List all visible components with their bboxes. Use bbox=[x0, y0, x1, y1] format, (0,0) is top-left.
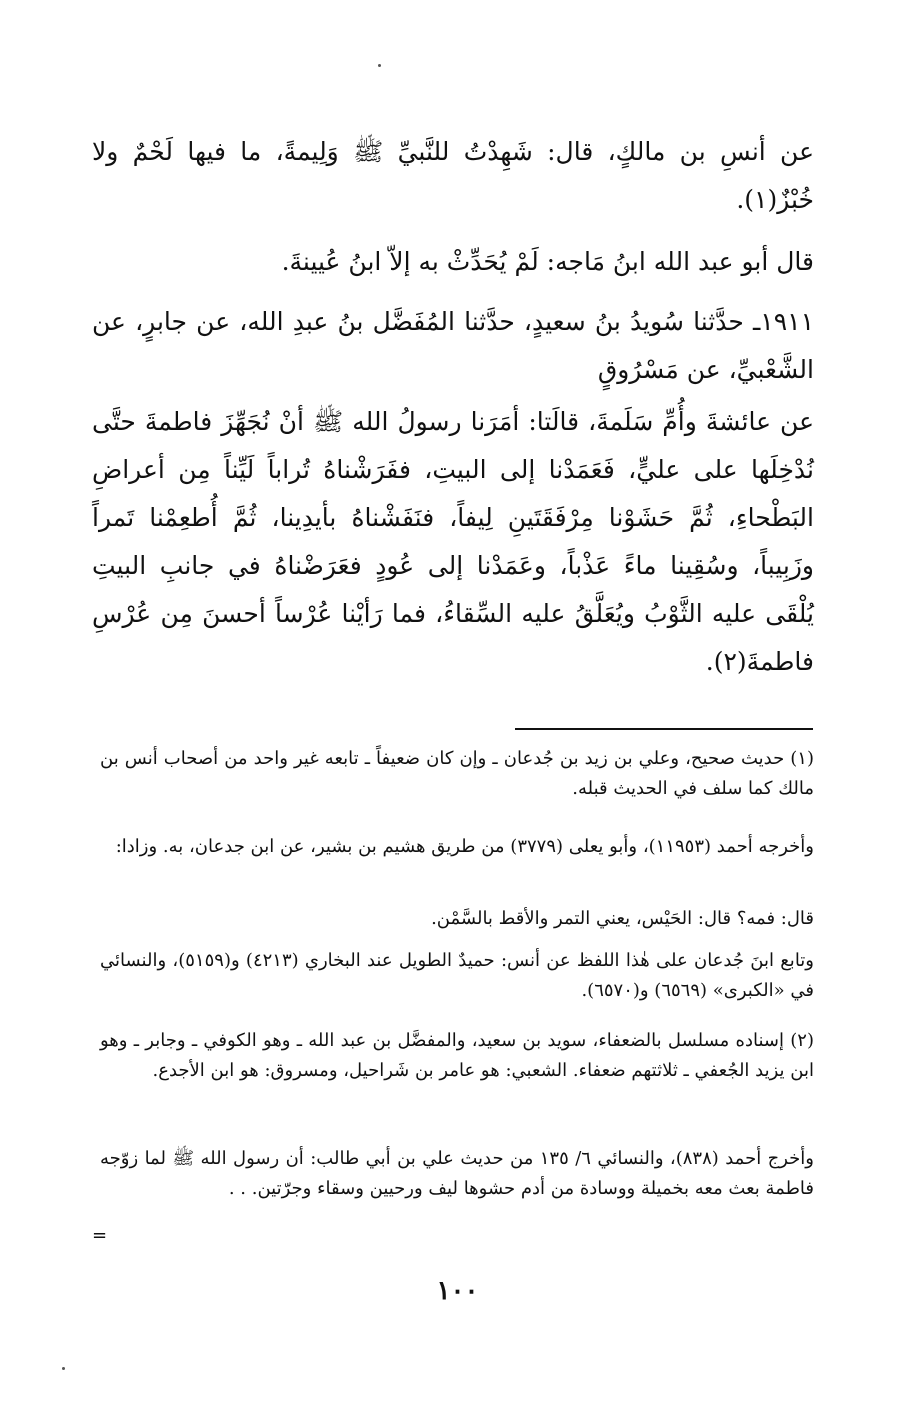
footnote-block-4 bbox=[100, 946, 814, 1006]
main-text-block-3 bbox=[92, 298, 814, 394]
footnote-block-2 bbox=[100, 832, 814, 862]
print-speck bbox=[62, 1367, 65, 1370]
main-text-block-1 bbox=[92, 128, 814, 224]
hadith-matn-1911: عن عائشةَ وأُمِّ سَلَمةَ، قالَتا: أمَرَنا رسولُ الله ﷺ أنْ نُجَهِّزَ فاطمةَ حتَّى نُدْخِلَها على عليٍّ، فَعَمَدْنا إلى البيتِ، ففَرَشْناهُ تُراباً لَيِّناً مِن أعراضِ البَطْحاءِ، ثُمَّ حَشَوْنا مِرْفَقَتَينِ لِيفاً، فنَفَشْناهُ بأيدِينا، ثُمَّ أُطعِمْنا تَمراً وزَبِيباً، وسُقِينا ماءً عَذْباً، وعَمَدْنا إلى عُودٍ فعَرَضْناهُ في جانبِ البيتِ يُلْقَى عليه الثَّوْبُ ويُعَلَّقُ عليه السِّقاءُ، فما رَأيْنا عُرْساً أحسنَ مِن عُرْسِ فاطمةَ(٢). bbox=[92, 407, 814, 676]
footnote-block-3 bbox=[100, 904, 814, 934]
footnote-1: (١) حديث صحيح، وعلي بن زيد بن جُدعان ـ وإن كان ضعيفاً ـ تابعه غير واحد من أصحاب أنس بن مالك كما سلف في الحديث قبله. bbox=[100, 748, 814, 799]
print-speck bbox=[378, 64, 381, 67]
footnote-2: (٢) إسناده مسلسل بالضعفاء، سويد بن سعيد، والمفضَّل بن عبد الله ـ وهو الكوفي ـ وجابر ـ وهو ابن يزيد الجُعفي ـ ثلاثتهم ضعفاء. الشعبي: هو عامر بن شَراحيل، ومسروق: هو ابن الأجدع. bbox=[100, 1030, 814, 1081]
footnote-block-5 bbox=[100, 1026, 814, 1086]
footnote-1-addition: قال: فمه؟ قال: الحَيْس، يعني التمر والأقط بالسَّمْن. bbox=[431, 908, 814, 929]
footnote-1-mutabaah: وتابع ابنَ جُدعان على هٰذا اللفظ عن أنس: حميدٌ الطويل عند البخاري (٤٢١٣) و(٥١٥٩)، والنسائي في «الكبرى» (٦٥٦٩) و(٦٥٧٠). bbox=[100, 950, 814, 1001]
main-text-block-2 bbox=[92, 238, 814, 286]
main-text-block-4 bbox=[92, 398, 814, 686]
footnote-separator bbox=[515, 728, 813, 730]
hadith-isnad-1911: ١٩١١ـ حدَّثنا سُويدُ بنُ سعيدٍ، حدَّثنا المُفَضَّل بنُ عبدِ الله، عن جابرٍ، عن الشَّعْبيِّ، عن مَسْرُوقٍ bbox=[92, 307, 814, 384]
footnote-2-takhrij: وأخرج أحمد (٨٣٨)، والنسائي ٦/ ١٣٥ من حديث علي بن أبي طالب: أن رسول الله ﷺ لما زوّجه فاطمة بعث معه بخميلة ووسادة من أدم حشوها ليف ورحيين وسقاء وجرّتين. . . bbox=[100, 1148, 814, 1199]
page-number: ١٠٠ bbox=[436, 1276, 479, 1306]
footnote-block-6 bbox=[100, 1144, 814, 1204]
footnote-1-takhrij: وأخرجه أحمد (١١٩٥٣)، وأبو يعلى (٣٧٧٩) من طريق هشيم بن بشير، عن ابن جدعان، به. وزادا: bbox=[115, 836, 814, 857]
hadith-text-paragraph: عن أنسِ بن مالكٍ، قال: شَهِدْتُ للنَّبيِّ ﷺ وَلِيمةً، ما فيها لَحْمٌ ولا خُبْزٌ(١). bbox=[92, 137, 814, 214]
footnote-block-1 bbox=[100, 744, 814, 804]
continuation-mark: = bbox=[92, 1225, 108, 1246]
ibn-majah-comment: قال أبو عبد الله ابنُ مَاجه: لَمْ يُحَدِّثْ به إلاّ ابنُ عُيينةَ. bbox=[281, 247, 814, 276]
